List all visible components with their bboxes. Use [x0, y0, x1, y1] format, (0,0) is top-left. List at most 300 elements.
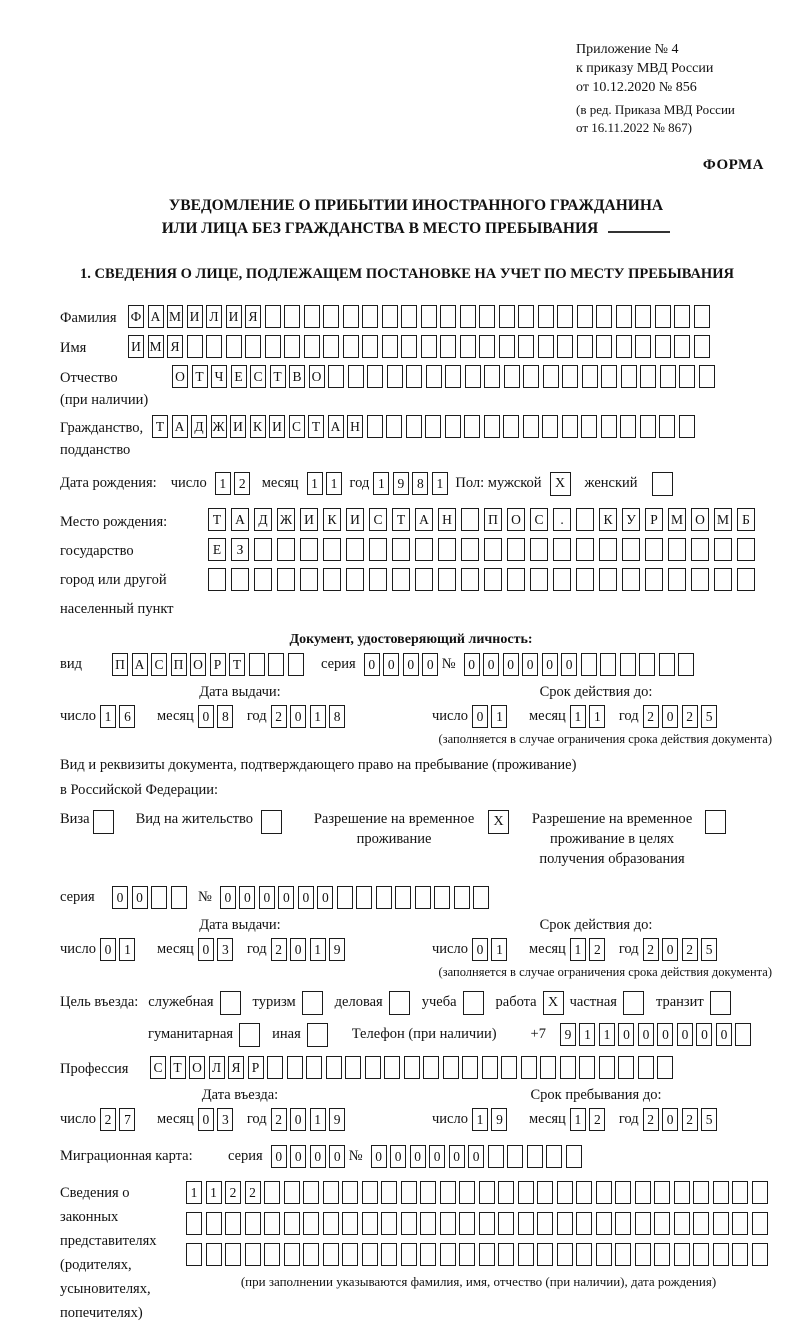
char-cell[interactable]	[426, 365, 442, 388]
digit-cell[interactable]: 9	[491, 1108, 507, 1131]
char-cell[interactable]: .	[553, 508, 571, 531]
char-cell[interactable]	[660, 365, 676, 388]
char-cell[interactable]: 9	[560, 1023, 576, 1046]
doc-number-cells[interactable]	[464, 653, 698, 676]
char-cell[interactable]	[635, 305, 651, 328]
char-cell[interactable]	[674, 1243, 690, 1266]
char-cell[interactable]: 0	[298, 886, 314, 909]
digit-cell[interactable]: 2	[271, 705, 287, 728]
char-cell[interactable]	[440, 1212, 456, 1235]
rvp-issue-day[interactable]	[100, 938, 139, 961]
char-cell[interactable]: 0	[464, 653, 480, 676]
char-cell[interactable]	[362, 1212, 378, 1235]
char-cell[interactable]	[479, 305, 495, 328]
digit-cell[interactable]: 1	[310, 1108, 326, 1131]
char-cell[interactable]	[362, 1181, 378, 1204]
digit-cell[interactable]: 2	[271, 1108, 287, 1131]
char-cell[interactable]	[423, 1056, 439, 1079]
char-cell[interactable]	[386, 415, 402, 438]
char-cell[interactable]: 0	[696, 1023, 712, 1046]
char-cell[interactable]	[484, 365, 500, 388]
char-cell[interactable]: 0	[468, 1145, 484, 1168]
char-cell[interactable]	[420, 1212, 436, 1235]
char-cell[interactable]: М	[714, 508, 732, 531]
char-cell[interactable]	[576, 508, 594, 531]
char-cell[interactable]: Л	[209, 1056, 225, 1079]
char-cell[interactable]: 0	[542, 653, 558, 676]
purpose-business-checkbox[interactable]	[389, 991, 410, 1015]
char-cell[interactable]	[577, 305, 593, 328]
char-cell[interactable]: Т	[270, 365, 286, 388]
digit-cell[interactable]: 2	[643, 705, 659, 728]
char-cell[interactable]	[488, 1145, 504, 1168]
char-cell[interactable]	[337, 886, 353, 909]
char-cell[interactable]	[639, 653, 655, 676]
representatives-row-3[interactable]	[186, 1243, 771, 1266]
doc-expiry-year[interactable]	[643, 705, 721, 728]
char-cell[interactable]	[693, 1243, 709, 1266]
char-cell[interactable]: 0	[677, 1023, 693, 1046]
char-cell[interactable]	[300, 568, 318, 591]
char-cell[interactable]	[264, 1243, 280, 1266]
char-cell[interactable]	[465, 365, 481, 388]
char-cell[interactable]	[562, 365, 578, 388]
char-cell[interactable]: С	[150, 1056, 166, 1079]
char-cell[interactable]	[635, 1212, 651, 1235]
char-cell[interactable]	[596, 305, 612, 328]
digit-cell[interactable]: 1	[491, 705, 507, 728]
char-cell[interactable]	[454, 886, 470, 909]
char-cell[interactable]	[401, 305, 417, 328]
char-cell[interactable]	[596, 1243, 612, 1266]
char-cell[interactable]	[365, 1056, 381, 1079]
char-cell[interactable]	[694, 305, 710, 328]
char-cell[interactable]	[440, 1243, 456, 1266]
char-cell[interactable]	[616, 335, 632, 358]
char-cell[interactable]	[284, 1181, 300, 1204]
char-cell[interactable]	[599, 1056, 615, 1079]
char-cell[interactable]	[518, 1243, 534, 1266]
char-cell[interactable]: Р	[210, 653, 226, 676]
digit-cell[interactable]: 2	[100, 1108, 116, 1131]
char-cell[interactable]: 0	[317, 886, 333, 909]
char-cell[interactable]	[654, 1212, 670, 1235]
char-cell[interactable]: М	[148, 335, 164, 358]
char-cell[interactable]	[521, 1056, 537, 1079]
rvp-series-cells[interactable]	[112, 886, 190, 909]
char-cell[interactable]	[326, 1056, 342, 1079]
char-cell[interactable]: Р	[645, 508, 663, 531]
char-cell[interactable]	[401, 335, 417, 358]
char-cell[interactable]	[376, 886, 392, 909]
rvp-number-cells[interactable]	[220, 886, 493, 909]
char-cell[interactable]	[267, 1056, 283, 1079]
char-cell[interactable]	[356, 886, 372, 909]
char-cell[interactable]	[668, 568, 686, 591]
char-cell[interactable]	[538, 335, 554, 358]
char-cell[interactable]	[328, 365, 344, 388]
digit-cell[interactable]: 1	[589, 705, 605, 728]
char-cell[interactable]	[206, 335, 222, 358]
digit-cell[interactable]: 2	[271, 938, 287, 961]
char-cell[interactable]	[557, 335, 573, 358]
digit-cell[interactable]: 0	[198, 705, 214, 728]
purpose-study-checkbox[interactable]	[463, 991, 484, 1015]
char-cell[interactable]	[620, 415, 636, 438]
char-cell[interactable]	[546, 1145, 562, 1168]
char-cell[interactable]	[401, 1212, 417, 1235]
purpose-other-checkbox[interactable]	[307, 1023, 328, 1047]
char-cell[interactable]	[208, 568, 226, 591]
char-cell[interactable]	[599, 538, 617, 561]
char-cell[interactable]	[459, 1212, 475, 1235]
representatives-row-1[interactable]	[186, 1181, 771, 1204]
char-cell[interactable]	[553, 538, 571, 561]
char-cell[interactable]	[186, 1243, 202, 1266]
digit-cell[interactable]: 9	[329, 938, 345, 961]
char-cell[interactable]	[654, 1243, 670, 1266]
digit-cell[interactable]: 0	[472, 938, 488, 961]
char-cell[interactable]	[342, 1181, 358, 1204]
char-cell[interactable]: 2	[225, 1181, 241, 1204]
char-cell[interactable]	[507, 538, 525, 561]
char-cell[interactable]: Ф	[128, 305, 144, 328]
char-cell[interactable]	[323, 1212, 339, 1235]
char-cell[interactable]: 0	[522, 653, 538, 676]
char-cell[interactable]	[303, 1181, 319, 1204]
migration-number-cells[interactable]	[371, 1145, 586, 1168]
entry-month[interactable]	[198, 1108, 237, 1131]
char-cell[interactable]	[518, 335, 534, 358]
char-cell[interactable]	[622, 538, 640, 561]
char-cell[interactable]: 1	[206, 1181, 222, 1204]
digit-cell[interactable]: 0	[290, 705, 306, 728]
until-year[interactable]	[643, 1108, 721, 1131]
digit-cell[interactable]: 5	[701, 705, 717, 728]
char-cell[interactable]	[415, 568, 433, 591]
char-cell[interactable]	[693, 1212, 709, 1235]
digit-cell[interactable]: 6	[119, 705, 135, 728]
char-cell[interactable]	[553, 568, 571, 591]
residence-permit-checkbox[interactable]	[261, 810, 282, 834]
char-cell[interactable]	[645, 538, 663, 561]
char-cell[interactable]	[615, 1181, 631, 1204]
char-cell[interactable]	[268, 653, 284, 676]
rvp-expiry-day[interactable]	[472, 938, 511, 961]
char-cell[interactable]: Т	[229, 653, 245, 676]
digit-cell[interactable]: 1	[119, 938, 135, 961]
char-cell[interactable]: 1	[186, 1181, 202, 1204]
char-cell[interactable]: П	[484, 508, 502, 531]
char-cell[interactable]	[557, 305, 573, 328]
char-cell[interactable]: Т	[192, 365, 208, 388]
digit-cell[interactable]: 9	[393, 472, 409, 495]
char-cell[interactable]	[678, 653, 694, 676]
char-cell[interactable]: 0	[638, 1023, 654, 1046]
char-cell[interactable]	[581, 415, 597, 438]
char-cell[interactable]	[461, 568, 479, 591]
char-cell[interactable]: Д	[254, 508, 272, 531]
char-cell[interactable]: П	[112, 653, 128, 676]
char-cell[interactable]	[277, 538, 295, 561]
char-cell[interactable]: О	[189, 1056, 205, 1079]
char-cell[interactable]	[460, 305, 476, 328]
char-cell[interactable]: Ж	[211, 415, 227, 438]
char-cell[interactable]	[473, 886, 489, 909]
digit-cell[interactable]: 1	[472, 1108, 488, 1131]
char-cell[interactable]	[499, 335, 515, 358]
char-cell[interactable]	[303, 1243, 319, 1266]
char-cell[interactable]	[484, 538, 502, 561]
doc-expiry-month[interactable]	[570, 705, 609, 728]
char-cell[interactable]	[346, 568, 364, 591]
char-cell[interactable]	[206, 1212, 222, 1235]
digit-cell[interactable]: 2	[682, 705, 698, 728]
char-cell[interactable]	[225, 1243, 241, 1266]
char-cell[interactable]: 0	[618, 1023, 634, 1046]
until-month[interactable]	[570, 1108, 609, 1131]
char-cell[interactable]: 0	[310, 1145, 326, 1168]
patronymic-cells[interactable]	[172, 365, 718, 388]
digit-cell[interactable]: 1	[570, 938, 586, 961]
purpose-humanitarian-checkbox[interactable]	[239, 1023, 260, 1047]
char-cell[interactable]	[425, 415, 441, 438]
char-cell[interactable]	[657, 1056, 673, 1079]
temp-residence-checkbox[interactable]: X	[488, 810, 509, 834]
doc-kind-cells[interactable]	[112, 653, 307, 676]
rvp-issue-month[interactable]	[198, 938, 237, 961]
char-cell[interactable]: Т	[170, 1056, 186, 1079]
char-cell[interactable]	[560, 1056, 576, 1079]
purpose-private-checkbox[interactable]	[623, 991, 644, 1015]
char-cell[interactable]	[484, 568, 502, 591]
char-cell[interactable]	[713, 1181, 729, 1204]
char-cell[interactable]: И	[300, 508, 318, 531]
char-cell[interactable]: И	[230, 415, 246, 438]
digit-cell[interactable]: 2	[682, 938, 698, 961]
citizenship-cells[interactable]	[152, 415, 698, 438]
char-cell[interactable]	[752, 1212, 768, 1235]
char-cell[interactable]	[401, 1181, 417, 1204]
char-cell[interactable]	[381, 1181, 397, 1204]
char-cell[interactable]: М	[167, 305, 183, 328]
char-cell[interactable]	[499, 305, 515, 328]
char-cell[interactable]	[186, 1212, 202, 1235]
char-cell[interactable]	[654, 1181, 670, 1204]
char-cell[interactable]: 0	[561, 653, 577, 676]
char-cell[interactable]	[464, 415, 480, 438]
char-cell[interactable]	[616, 305, 632, 328]
digit-cell[interactable]: 7	[119, 1108, 135, 1131]
digit-cell[interactable]: 2	[234, 472, 250, 495]
birth-month-cells[interactable]	[307, 472, 346, 495]
char-cell[interactable]	[691, 538, 709, 561]
char-cell[interactable]	[440, 335, 456, 358]
char-cell[interactable]: А	[148, 305, 164, 328]
char-cell[interactable]: 1	[599, 1023, 615, 1046]
char-cell[interactable]	[537, 1181, 553, 1204]
char-cell[interactable]: А	[172, 415, 188, 438]
char-cell[interactable]: 0	[390, 1145, 406, 1168]
char-cell[interactable]	[367, 415, 383, 438]
entry-day[interactable]	[100, 1108, 139, 1131]
char-cell[interactable]	[691, 568, 709, 591]
char-cell[interactable]	[713, 1243, 729, 1266]
char-cell[interactable]	[415, 538, 433, 561]
char-cell[interactable]	[596, 1212, 612, 1235]
doc-issue-year[interactable]	[271, 705, 349, 728]
char-cell[interactable]	[323, 538, 341, 561]
char-cell[interactable]	[714, 568, 732, 591]
purpose-tourism-checkbox[interactable]	[302, 991, 323, 1015]
char-cell[interactable]	[284, 335, 300, 358]
char-cell[interactable]	[277, 568, 295, 591]
char-cell[interactable]	[395, 886, 411, 909]
char-cell[interactable]	[713, 1212, 729, 1235]
char-cell[interactable]	[659, 653, 675, 676]
digit-cell[interactable]: 2	[643, 1108, 659, 1131]
char-cell[interactable]	[523, 415, 539, 438]
char-cell[interactable]	[557, 1212, 573, 1235]
char-cell[interactable]: 0	[503, 653, 519, 676]
char-cell[interactable]	[461, 538, 479, 561]
char-cell[interactable]	[518, 1212, 534, 1235]
char-cell[interactable]	[504, 365, 520, 388]
char-cell[interactable]	[542, 415, 558, 438]
char-cell[interactable]: 0	[271, 1145, 287, 1168]
char-cell[interactable]	[440, 1181, 456, 1204]
char-cell[interactable]: 0	[657, 1023, 673, 1046]
char-cell[interactable]	[674, 305, 690, 328]
purpose-work-checkbox[interactable]: X	[543, 991, 564, 1015]
char-cell[interactable]: 0	[290, 1145, 306, 1168]
char-cell[interactable]	[501, 1056, 517, 1079]
char-cell[interactable]: И	[128, 335, 144, 358]
digit-cell[interactable]: 1	[373, 472, 389, 495]
char-cell[interactable]	[679, 365, 695, 388]
digit-cell[interactable]: 1	[310, 938, 326, 961]
char-cell[interactable]	[245, 335, 261, 358]
char-cell[interactable]	[284, 1212, 300, 1235]
char-cell[interactable]	[645, 568, 663, 591]
char-cell[interactable]	[674, 1212, 690, 1235]
char-cell[interactable]	[226, 335, 242, 358]
char-cell[interactable]: М	[668, 508, 686, 531]
char-cell[interactable]	[659, 415, 675, 438]
char-cell[interactable]	[484, 415, 500, 438]
char-cell[interactable]: Я	[167, 335, 183, 358]
char-cell[interactable]	[576, 1181, 592, 1204]
char-cell[interactable]	[621, 365, 637, 388]
purpose-transit-checkbox[interactable]	[710, 991, 731, 1015]
char-cell[interactable]	[392, 538, 410, 561]
doc-series-cells[interactable]	[364, 653, 442, 676]
char-cell[interactable]	[576, 1243, 592, 1266]
char-cell[interactable]	[343, 335, 359, 358]
char-cell[interactable]: Е	[208, 538, 226, 561]
char-cell[interactable]: 0	[371, 1145, 387, 1168]
char-cell[interactable]	[562, 415, 578, 438]
char-cell[interactable]	[732, 1243, 748, 1266]
char-cell[interactable]	[538, 305, 554, 328]
digit-cell[interactable]: 8	[329, 705, 345, 728]
char-cell[interactable]: Т	[152, 415, 168, 438]
char-cell[interactable]	[479, 335, 495, 358]
char-cell[interactable]: С	[289, 415, 305, 438]
char-cell[interactable]: О	[190, 653, 206, 676]
char-cell[interactable]: А	[415, 508, 433, 531]
char-cell[interactable]	[615, 1212, 631, 1235]
birth-place-row-3[interactable]	[208, 568, 760, 591]
char-cell[interactable]	[479, 1181, 495, 1204]
char-cell[interactable]	[482, 1056, 498, 1079]
char-cell[interactable]	[674, 1181, 690, 1204]
char-cell[interactable]	[288, 653, 304, 676]
char-cell[interactable]	[581, 653, 597, 676]
rvp-issue-year[interactable]	[271, 938, 349, 961]
char-cell[interactable]: З	[231, 538, 249, 561]
char-cell[interactable]: 0	[383, 653, 399, 676]
char-cell[interactable]	[231, 568, 249, 591]
char-cell[interactable]: 0	[278, 886, 294, 909]
char-cell[interactable]	[507, 1145, 523, 1168]
char-cell[interactable]	[459, 1181, 475, 1204]
char-cell[interactable]	[460, 335, 476, 358]
char-cell[interactable]	[367, 365, 383, 388]
doc-expiry-day[interactable]	[472, 705, 511, 728]
char-cell[interactable]	[518, 1181, 534, 1204]
digit-cell[interactable]: 0	[290, 1108, 306, 1131]
char-cell[interactable]	[640, 415, 656, 438]
char-cell[interactable]	[640, 365, 656, 388]
char-cell[interactable]	[714, 538, 732, 561]
char-cell[interactable]	[530, 568, 548, 591]
char-cell[interactable]: Я	[245, 305, 261, 328]
digit-cell[interactable]: 8	[412, 472, 428, 495]
char-cell[interactable]: Е	[231, 365, 247, 388]
char-cell[interactable]	[265, 305, 281, 328]
char-cell[interactable]: Л	[206, 305, 222, 328]
char-cell[interactable]: 0	[239, 886, 255, 909]
sex-male-checkbox[interactable]: X	[550, 472, 571, 496]
char-cell[interactable]	[369, 538, 387, 561]
digit-cell[interactable]: 3	[217, 1108, 233, 1131]
char-cell[interactable]	[668, 538, 686, 561]
char-cell[interactable]	[362, 1243, 378, 1266]
char-cell[interactable]	[543, 365, 559, 388]
char-cell[interactable]: 0	[422, 653, 438, 676]
char-cell[interactable]	[369, 568, 387, 591]
digit-cell[interactable]: 1	[432, 472, 448, 495]
char-cell[interactable]	[479, 1243, 495, 1266]
digit-cell[interactable]: 1	[100, 705, 116, 728]
representatives-row-2[interactable]	[186, 1212, 771, 1235]
char-cell[interactable]	[537, 1212, 553, 1235]
char-cell[interactable]	[384, 1056, 400, 1079]
char-cell[interactable]: И	[269, 415, 285, 438]
digit-cell[interactable]: 2	[682, 1108, 698, 1131]
digit-cell[interactable]: 8	[217, 705, 233, 728]
char-cell[interactable]	[655, 335, 671, 358]
char-cell[interactable]: А	[328, 415, 344, 438]
birth-day-cells[interactable]	[215, 472, 254, 495]
char-cell[interactable]: К	[599, 508, 617, 531]
digit-cell[interactable]: 1	[307, 472, 323, 495]
char-cell[interactable]: К	[250, 415, 266, 438]
char-cell[interactable]: 0	[112, 886, 128, 909]
digit-cell[interactable]: 0	[100, 938, 116, 961]
char-cell[interactable]	[576, 568, 594, 591]
